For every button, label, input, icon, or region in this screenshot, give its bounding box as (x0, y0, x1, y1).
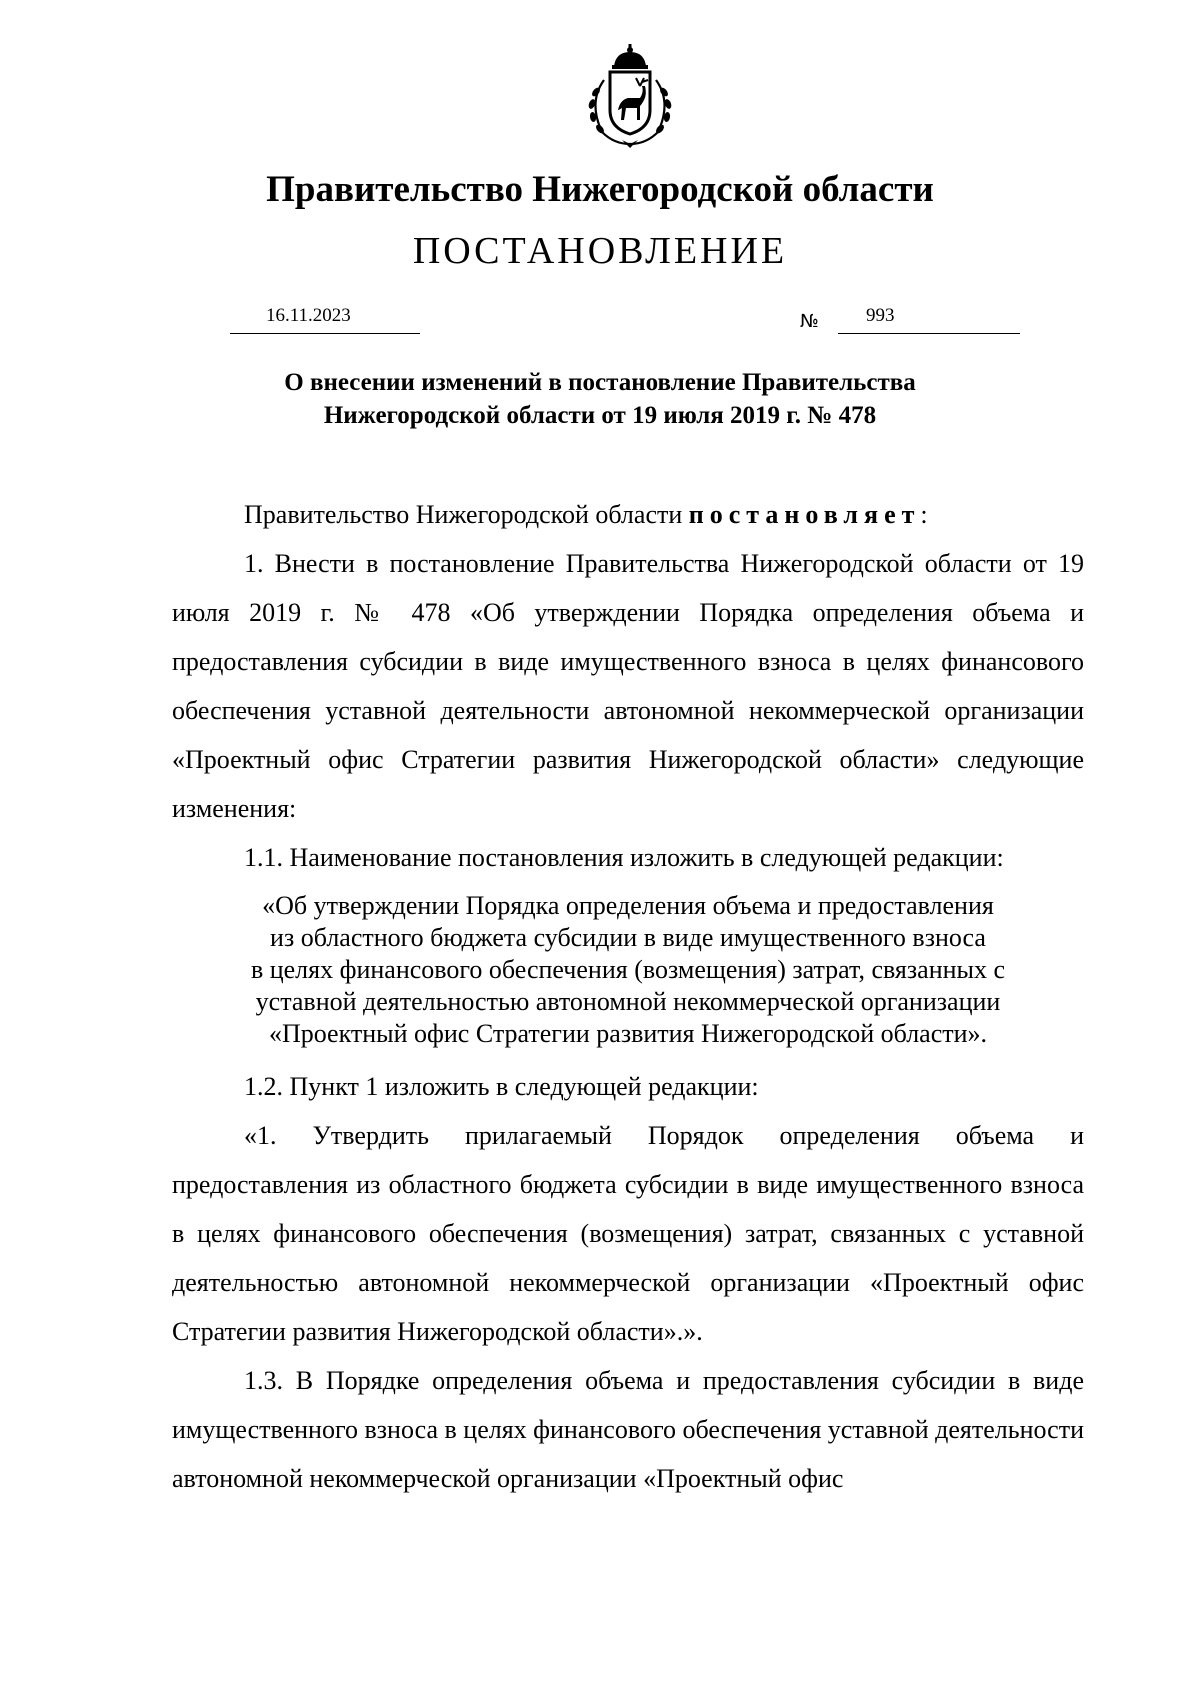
number-field (838, 305, 1020, 334)
paragraph-1: 1. Внести в постановление Правительства Нижегородской области от 19 июля 2019 г. № 478 «Об утверждении Порядка определения объема и предоставления субсидии в виде имущественного взноса в целях финансового обеспечения уставной деятельности автономной некоммерческой организации «Проектный офис Стратегии развития Нижегородской области» следующие изменения: (172, 549, 1084, 823)
quote-line: «Проектный офис Стратегии развития Нижегородской области». (268, 1019, 988, 1048)
paragraph-1-3: 1.3. В Порядке определения объема и предоставления субсидии в виде имущественного взноса в целях финансового обеспечения уставной деятельности автономной некоммерческой организации «Проектный офис (172, 1366, 1084, 1493)
document-number: 993 (866, 305, 895, 326)
document-type: ПОСТАНОВЛЕНИЕ (412, 230, 788, 272)
subject-line-2: Нижегородской области от 19 июля 2019 г. № 478 (323, 402, 877, 429)
intro-colon: : (920, 500, 928, 529)
paragraph-1-2: 1.2. Пункт 1 изложить в следующей редакции: (244, 1072, 759, 1101)
document-body (172, 490, 1084, 1503)
quote-line: из областного бюджета субсидии в виде имущественного взноса (270, 923, 986, 952)
paragraph-1-1: 1.1. Наименование постановления изложить в следующей редакции: (244, 843, 1004, 872)
quote-line: в целях финансового обеспечения (возмещения) затрат, связанных с (250, 955, 1006, 984)
number-label: № (800, 311, 819, 332)
quoted-title (172, 890, 1084, 1050)
document-date: 16.11.2023 (266, 305, 351, 326)
quote-line: уставной деятельностью автономной некоммерческой организации (255, 987, 1001, 1016)
document-subject (0, 366, 1200, 432)
date-field (230, 305, 420, 334)
government-title: Правительство Нижегородской области (266, 169, 934, 210)
paragraph-1-2-text: «1. Утвердить прилагаемый Порядок определения объема и предоставления из областного бюджета субсидии в виде имущественного взноса в целях финансового обеспечения (возмещения) затрат, связанных с уставной деятельностью автономной некоммерческой организации «Проектный офис Стратегии развития Нижегородской области».». (172, 1121, 1084, 1346)
intro-text: Правительство Нижегородской области (244, 500, 689, 529)
intro-paragraph (172, 490, 1084, 539)
quote-line: «Об утверждении Порядка определения объема и предоставления (262, 891, 994, 920)
coat-of-arms-icon (574, 40, 686, 150)
intro-emphasis: постановляет (688, 500, 921, 529)
subject-line-1: О внесении изменений в постановление Правительства (284, 369, 916, 396)
